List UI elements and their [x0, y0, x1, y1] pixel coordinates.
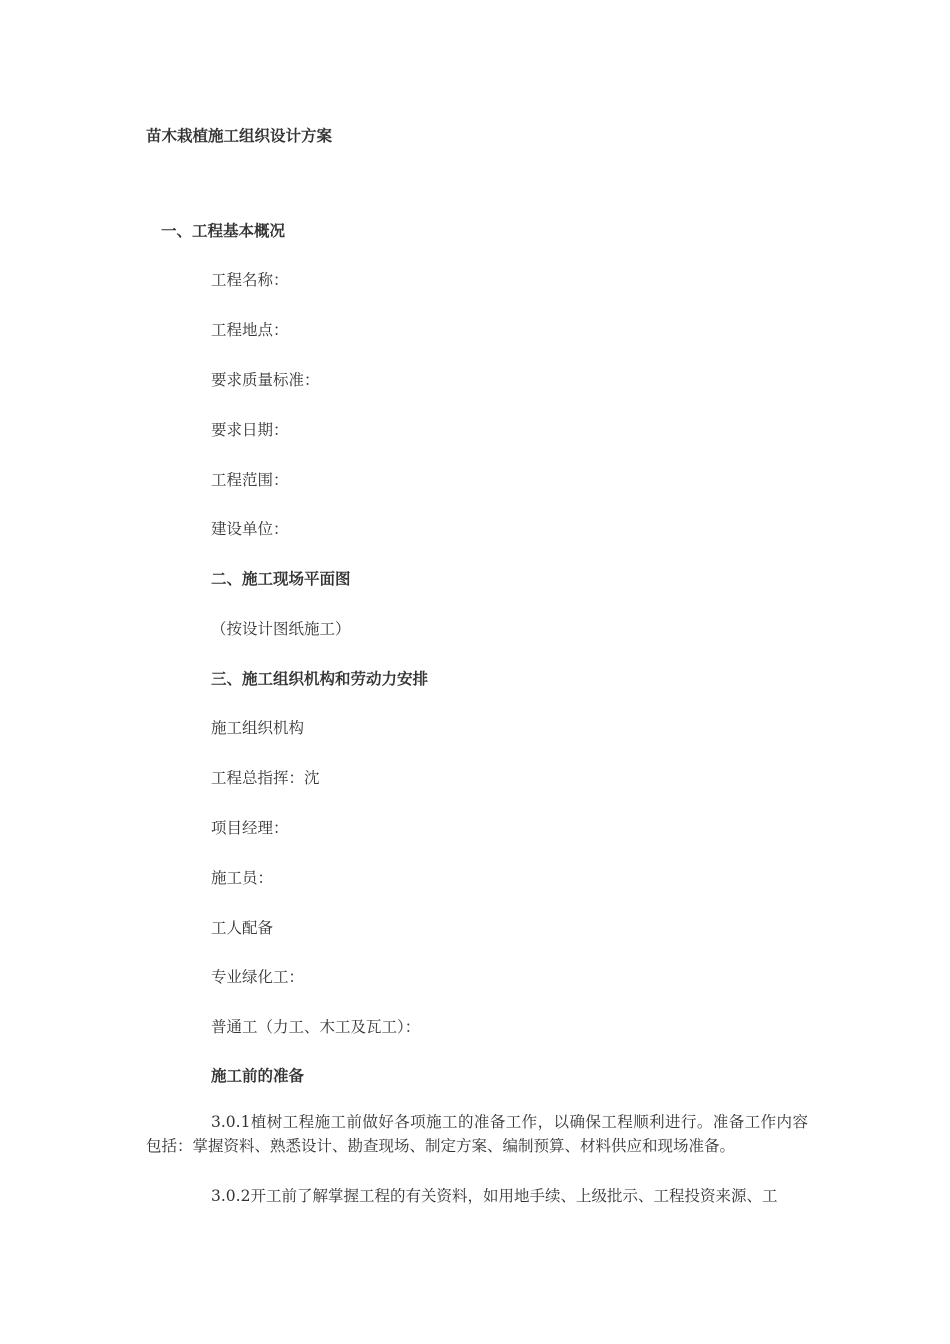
- field-construction-unit: 建设单位：: [211, 520, 289, 538]
- workers-label: 工人配备: [211, 919, 274, 937]
- field-quality-standard: 要求质量标准：: [211, 371, 320, 389]
- org-label: 施工组织机构: [211, 719, 305, 737]
- section-heading-organization: 三、施工组织机构和劳动力安排: [211, 670, 429, 688]
- field-project-scope: 工程范围：: [211, 471, 289, 489]
- document-title: 苗木栽植施工组织设计方案: [146, 127, 333, 145]
- section-heading-site-plan: 二、施工现场平面图: [211, 570, 351, 588]
- org-item-project-manager: 项目经理：: [211, 819, 289, 837]
- preparation-paragraph: 3.0.2开工前了解掌握工程的有关资料，如用地手续、上级批示、工程投资来源、工: [211, 1187, 778, 1205]
- field-project-location: 工程地点：: [211, 321, 289, 339]
- org-item-constructor: 施工员：: [211, 869, 274, 887]
- preparation-paragraph: 3.0.1植树工程施工前做好各项施工的准备工作，以确保工程顺利进行。准备工作内容包括：掌握资料、熟悉设计、勘查现场、制定方案、编制预算、材料供应和现场准备。: [146, 1113, 808, 1155]
- section-heading-overview: 一、工程基本概况: [161, 222, 286, 240]
- field-project-name: 工程名称：: [211, 271, 289, 289]
- section-heading-preparation: 施工前的准备: [211, 1067, 305, 1085]
- site-plan-note: （按设计图纸施工）: [211, 620, 351, 638]
- workers-item-greening: 专业绿化工：: [211, 968, 305, 986]
- org-item-commander: 工程总指挥：沈: [211, 769, 320, 787]
- workers-item-general: 普通工（力工、木工及瓦工）：: [211, 1018, 421, 1036]
- field-required-date: 要求日期：: [211, 421, 289, 439]
